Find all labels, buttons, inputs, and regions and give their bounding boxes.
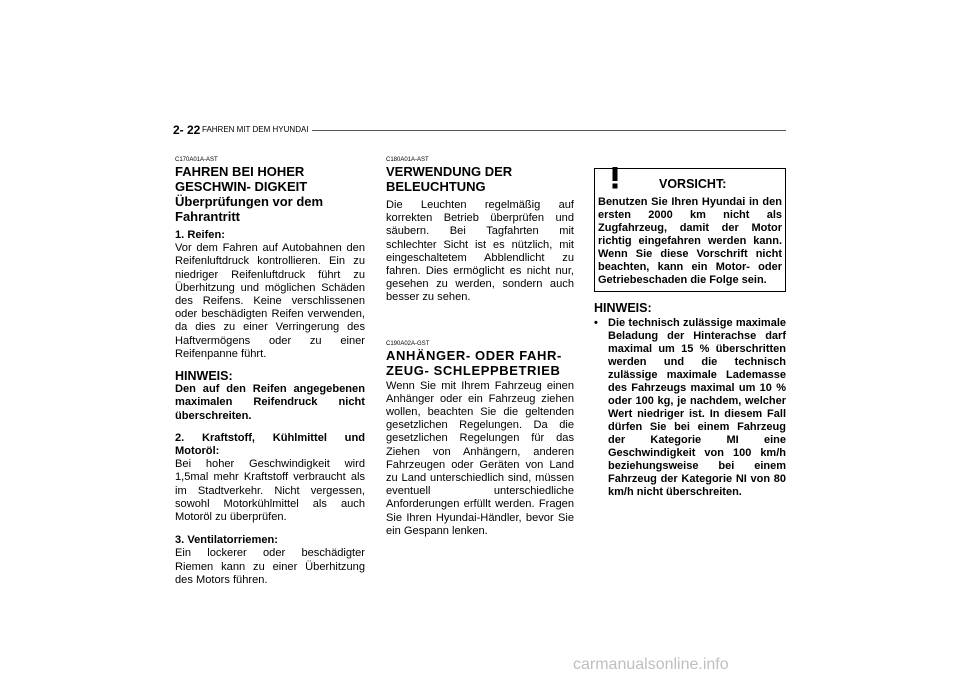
towing-text: Wenn Sie mit Ihrem Fahrzeug einen Anhänger oder ein Fahrzeug ziehen wollen, beachten Sie die geltenden gesetzlichen Regelungen. Da die gesetzlichen Regelungen für das Ziehen von Anhängern, anderen Fahrzeugen oder Geräten von Land zu Land unterschiedlich sind, müssen eventuell unterschiedliche Anforderungen erfüllt werden. Fragen Sie Ihren Hyundai-Händler, bevor Sie ein Gespann lenken.: [386, 379, 574, 537]
item-tires-text: Vor dem Fahren auf Autobahnen den Reifenluftdruck kontrollieren. Ein zu niedriger Reifenluftdruck führt zu Überhitzung und möglichen Schäden des Reifens. Keine verschlissenen oder beschädigten Reifen verwenden, da dies zu einer Verringerung des Haftvermögens oder zu einer Reifenpanne führt.: [175, 242, 365, 360]
item-tires-heading: 1. Reifen:: [175, 229, 225, 241]
page-number: 2- 22: [173, 123, 201, 137]
note-title-right: HINWEIS:: [594, 301, 652, 315]
item-fuel-text: Bei hoher Geschwindigkeit wird 1,5mal mehr Kraftstoff verbraucht als im Stadtverkehr. Nicht vergessen, sowohl Motorkühlmittel als auch Motoröl zu überprüfen.: [175, 458, 365, 524]
item-fuel-heading: 2. Kraftstoff, Kühlmittel und Motoröl:: [175, 431, 365, 458]
running-title: FAHREN MIT DEM HYUNDAI: [202, 125, 309, 134]
note-title: HINWEIS:: [175, 369, 233, 384]
header-rule: [312, 130, 786, 131]
section-code-lighting: C180A01A-AST: [386, 157, 429, 163]
note-bullet: [594, 317, 786, 499]
warning-title: VORSICHT:: [659, 177, 727, 191]
note-text: Den auf den Reifen angegebenen maximalen Reifendruck nicht überschreiten.: [175, 383, 365, 422]
warning-exclamation-icon: [604, 167, 626, 189]
column-left: [175, 156, 365, 587]
watermark: carmanualsonline.info: [573, 656, 729, 673]
section-code-towing: C190A02A-GST: [386, 340, 430, 347]
column-middle: [386, 156, 574, 538]
lighting-text: Die Leuchten regelmäßig auf korrekten Betrieb überprüfen und säubern. Bei Tagfahrten mit schlechter Sicht ist es nützlich, mit eingeschaltetem Abblendlicht zu fahren. Dies ermöglicht es nicht nur, gesehen zu werden, sondern auch besser zu sehen.: [386, 199, 574, 304]
note-bullet-text: Die technisch zulässige maximale Beladung der Hinterachse darf maximal um 15 % überschritten werden und die technisch zulässige maximale Lademasse des Fahrzeugs maximal um 10 % oder 100 kg, je nachdem, welcher Wert niedriger ist. In diesem Fall dürfen Sie bei einem Fahrzeug der Kategorie MI eine Geschwindigkeit von 100 km/h beziehungsweise bei einem Fahrzeug der Kategorie NI von 80 km/h nicht überschreiten.: [608, 317, 786, 499]
section-title-high-speed: FAHREN BEI HOHER GESCHWIN- DIGKEIT Überprüfungen vor dem Fahrantritt: [175, 164, 324, 224]
warning-box: [594, 168, 786, 292]
item-belts-heading: 3. Ventilatorriemen:: [175, 534, 278, 547]
item-belts-text: Ein lockerer oder beschädigter Riemen kann zu einer Überhitzung des Motors führen.: [175, 547, 365, 586]
warning-text: Benutzen Sie Ihren Hyundai in den ersten 2000 km nicht als Zugfahrzeug, damit der Motor richtig eingefahren werden kann. Wenn Sie diese Vorschrift nicht beachten, kann ein Motor- oder Getriebeschaden die Folge sein.: [598, 196, 782, 286]
section-code: C170A01A-AST: [175, 157, 218, 163]
section-title-towing: ANHÄNGER- ODER FAHR- ZEUG- SCHLEPPBETRIEB: [386, 347, 562, 378]
bullet-icon: •: [594, 317, 598, 330]
section-title-lighting: VERWENDUNG DER BELEUCHTUNG: [386, 164, 513, 194]
column-right: [594, 168, 786, 499]
